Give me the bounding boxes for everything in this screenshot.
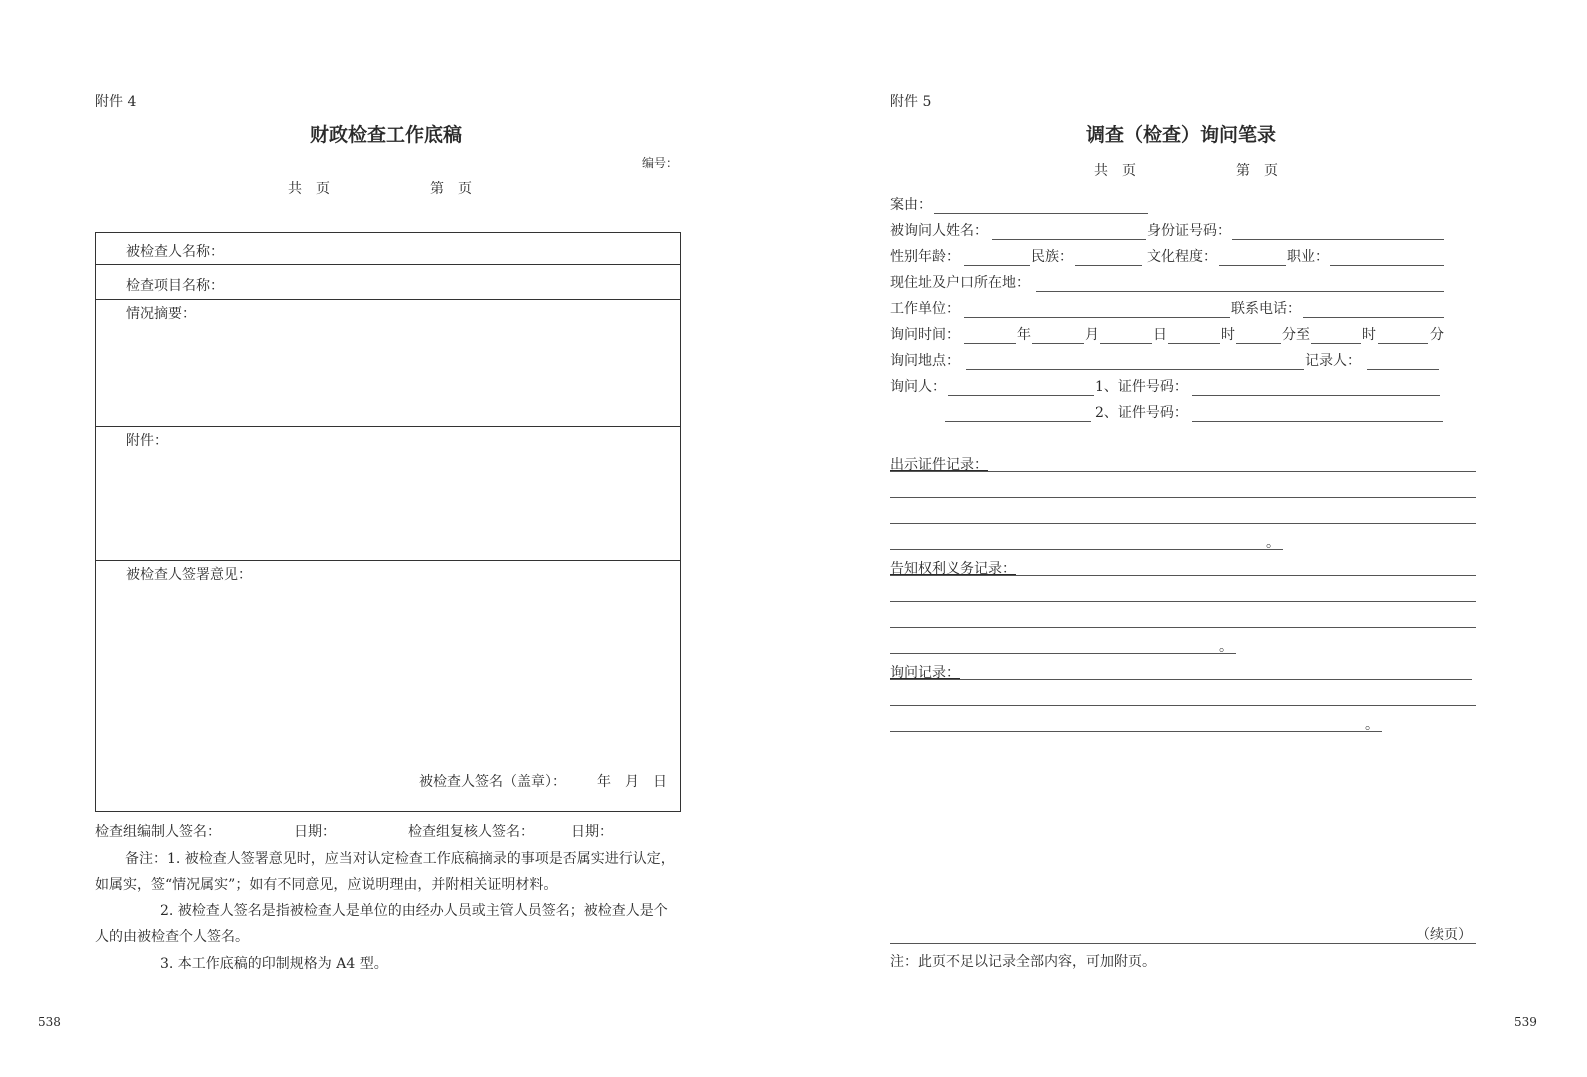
- total-pages: 共 页: [288, 181, 330, 197]
- signature-label: 被检查人签名（盖章）：: [419, 774, 566, 790]
- address-label: 现住址及户口所在地：: [890, 275, 1030, 291]
- cert2-line: [1192, 421, 1443, 422]
- page-title: 财政检查工作底稿: [310, 124, 463, 146]
- phone-line: [1303, 317, 1444, 318]
- show-cert-line-3: [890, 523, 1476, 524]
- cert2-label: 2、证件号码：: [1095, 405, 1188, 421]
- show-cert-period: 。: [1266, 535, 1280, 551]
- case-line: [934, 213, 1148, 214]
- rights-label: 告知权利义务记录：: [890, 561, 1016, 577]
- address-line: [1036, 291, 1444, 292]
- inspected-name-label: 被检查人名称：: [126, 244, 224, 260]
- note-2-line-1: 2. 被检查人签名是指被检查人是单位的由经办人员或主管人员签名；被检查人是个: [160, 903, 668, 919]
- minute2-line: [1378, 343, 1428, 344]
- note-1-line-1: 备注：1. 被检查人签署意见时，应当对认定检查工作底稿摘录的事项是否属实进行认定，: [125, 851, 675, 867]
- attachment-label: 附件 4: [95, 94, 137, 110]
- date-label-1: 日期：: [294, 824, 336, 840]
- summary-label: 情况摘要：: [126, 306, 196, 322]
- rights-line-1: [890, 575, 1476, 576]
- project-name-row: [96, 265, 680, 300]
- cert1-label: 1、证件号码：: [1095, 379, 1188, 395]
- occupation-label: 职业：: [1287, 249, 1329, 265]
- ethnicity-line: [1075, 265, 1142, 266]
- hour-line: [1168, 343, 1220, 344]
- inquiry-line-1: [890, 679, 1472, 680]
- case-label: 案由：: [890, 197, 932, 213]
- bottom-note: 注：此页不足以记录全部内容，可加附页。: [890, 954, 1156, 970]
- gender-age-label: 性别年龄：: [890, 249, 960, 265]
- continued-label: （续页）: [1416, 927, 1472, 943]
- inquirer-label: 询问人：: [890, 379, 946, 395]
- number-label: 编号：: [642, 156, 679, 170]
- total-pages-right: 共 页: [1094, 163, 1136, 179]
- year-line: [964, 343, 1016, 344]
- project-name-label: 检查项目名称：: [126, 278, 224, 294]
- show-cert-line-2: [890, 497, 1476, 498]
- hour2-line: [1311, 343, 1361, 344]
- minute-unit: 分: [1430, 327, 1444, 343]
- page-number-right: 539: [1514, 1015, 1537, 1029]
- page-number-left: 538: [38, 1015, 61, 1029]
- name-label: 被询问人姓名：: [890, 223, 988, 239]
- year-unit: 年: [1017, 327, 1031, 343]
- cert1-line: [1192, 395, 1440, 396]
- show-cert-line-4: [890, 549, 1283, 550]
- day-line: [1100, 343, 1152, 344]
- month-unit: 月: [1085, 327, 1099, 343]
- inquirer-line-1: [948, 395, 1094, 396]
- attachments-row: [96, 427, 680, 561]
- date-label-2: 日期：: [571, 824, 613, 840]
- day-unit: 日: [1153, 327, 1167, 343]
- minute-line: [1236, 343, 1281, 344]
- month-line: [1032, 343, 1084, 344]
- note-2-line-2: 人的由被检查个人签名。: [95, 929, 249, 945]
- name-line: [992, 239, 1146, 240]
- rights-line-3: [890, 627, 1476, 628]
- rights-line-4: [890, 653, 1236, 654]
- worksheet-table: [95, 232, 681, 812]
- note-1-line-2: 如属实，签“情况属实”；如有不同意见，应说明理由，并附相关证明材料。: [95, 877, 558, 893]
- hour-unit: 时: [1221, 327, 1235, 343]
- reviewer-sign-label: 检查组复核人签名：: [408, 824, 534, 840]
- opinion-row: [96, 561, 680, 811]
- id-number-label: 身份证号码：: [1147, 223, 1231, 239]
- rights-period: 。: [1219, 639, 1233, 655]
- compiler-sign-label: 检查组编制人签名：: [95, 824, 221, 840]
- gender-age-line: [964, 265, 1030, 266]
- place-line: [966, 369, 1304, 370]
- show-cert-line-1: [890, 471, 1476, 472]
- opinion-label: 被检查人签署意见：: [126, 567, 252, 583]
- inquiry-period: 。: [1365, 717, 1379, 733]
- education-label: 文化程度：: [1147, 249, 1217, 265]
- inquiry-line-3: [890, 731, 1382, 732]
- record-title: 调查（检查）询问笔录: [1086, 124, 1277, 146]
- show-cert-label: 出示证件记录：: [890, 457, 988, 473]
- employer-label: 工作单位：: [890, 301, 960, 317]
- min-to-unit: 分至: [1282, 327, 1310, 343]
- recorder-label: 记录人：: [1305, 353, 1361, 369]
- time-label: 询问时间：: [890, 327, 960, 343]
- summary-row: [96, 300, 680, 427]
- recorder-line: [1367, 369, 1439, 370]
- attachments-label: 附件：: [126, 433, 168, 449]
- inquirer-line-2: [945, 421, 1091, 422]
- note-3: 3. 本工作底稿的印制规格为 A4 型。: [160, 956, 388, 972]
- education-line: [1219, 265, 1286, 266]
- page-index: 第 页: [430, 181, 472, 197]
- signature-date: 年 月 日: [597, 774, 667, 790]
- place-label: 询问地点：: [890, 353, 960, 369]
- inquiry-label: 询问记录：: [890, 665, 960, 681]
- hour2-unit: 时: [1362, 327, 1376, 343]
- bottom-rule: [890, 943, 1476, 944]
- phone-label: 联系电话：: [1231, 301, 1301, 317]
- occupation-line: [1330, 265, 1444, 266]
- attachment-label-right: 附件 5: [890, 94, 932, 110]
- inspected-name-row: [96, 233, 680, 265]
- ethnicity-label: 民族：: [1031, 249, 1073, 265]
- rights-line-2: [890, 601, 1476, 602]
- id-number-line: [1232, 239, 1444, 240]
- inquiry-line-2: [890, 705, 1476, 706]
- employer-line: [964, 317, 1230, 318]
- page-index-right: 第 页: [1236, 163, 1278, 179]
